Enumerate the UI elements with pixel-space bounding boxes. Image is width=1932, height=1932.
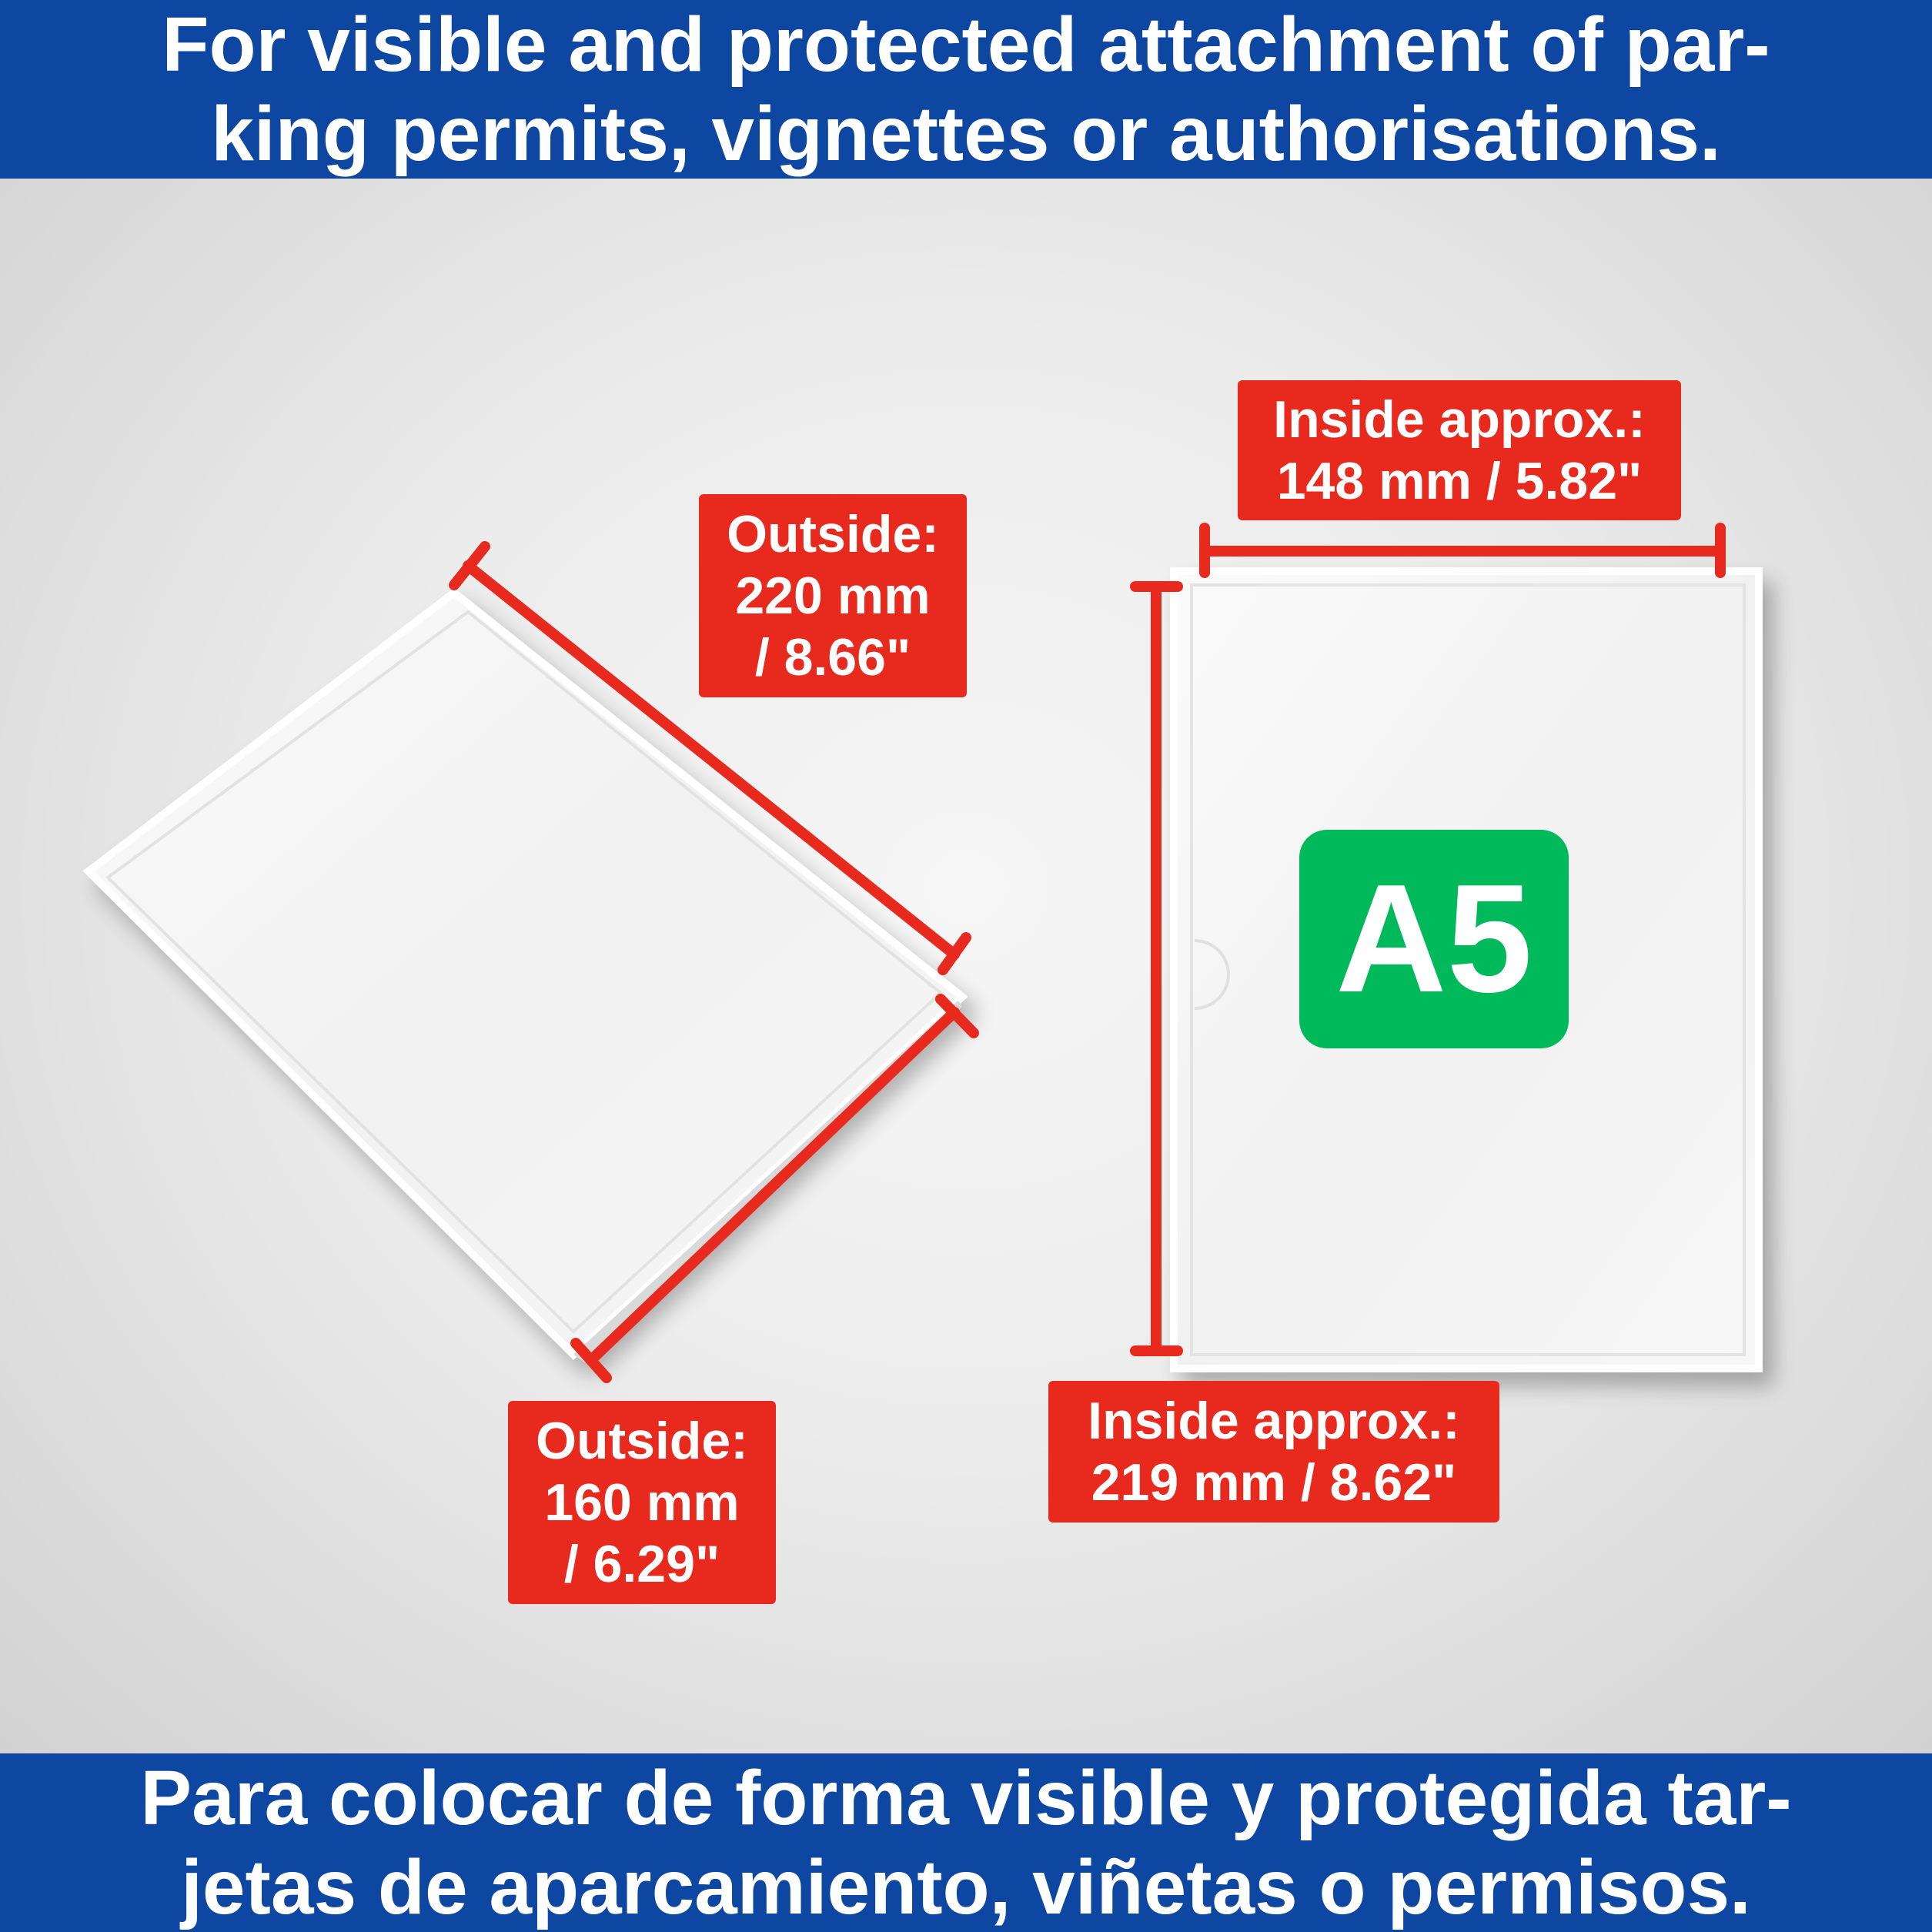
label-outside-width-line-2: 160 mm	[544, 1473, 740, 1532]
label-outside-length-line-3: / 8.66"	[754, 628, 911, 687]
label-outside-length-line-2: 220 mm	[735, 567, 931, 625]
label-inside-height-line-2: 219 mm / 8.62"	[1091, 1453, 1457, 1512]
bottom-banner-line-2: jetas de aparcamiento, viñetas o permisos.	[181, 1844, 1751, 1930]
label-inside-width-line-1: Inside approx.:	[1273, 390, 1646, 449]
label-outside-length-line-1: Outside:	[727, 505, 939, 563]
label-outside-width-line-1: Outside:	[536, 1412, 748, 1470]
rotated-pocket	[89, 593, 962, 1362]
top-banner-line-1: For visible and protected attachment of par-	[162, 2, 1770, 88]
label-inside-height	[1048, 1381, 1499, 1523]
label-outside-length	[699, 494, 967, 697]
label-inside-height-line-1: Inside approx.:	[1088, 1392, 1460, 1450]
label-outside-width-line-3: / 6.29"	[563, 1535, 720, 1593]
top-banner-line-2: king permits, vignettes or authorisations.	[211, 91, 1721, 177]
size-badge: A5	[1299, 830, 1569, 1048]
label-inside-width-line-2: 148 mm / 5.82"	[1276, 452, 1643, 510]
dimension-line-inside-width	[1205, 528, 1720, 573]
label-inside-width	[1238, 380, 1681, 520]
bottom-banner-line-1: Para colocar de forma visible y protegida tar-	[140, 1755, 1792, 1841]
label-outside-width	[508, 1401, 776, 1604]
bottom-banner	[0, 1753, 1932, 1932]
